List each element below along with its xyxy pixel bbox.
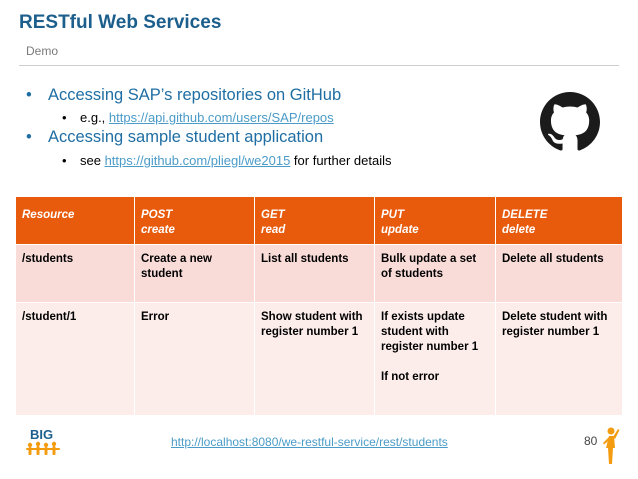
table-cell: Delete all students [496,245,623,303]
title-divider [19,65,619,66]
header-delete: DELETE delete [496,197,623,245]
rest-operations-table [15,196,623,416]
figure-logo-icon [600,426,620,466]
table-cell: Show student with register number 1 [255,303,375,416]
table-cell: Delete student with register number 1 [496,303,623,416]
table-cell: Bulk update a set of students [375,245,496,303]
sub-bullet-prefix: see [80,153,105,168]
header-get: GET read [255,197,375,245]
put-cell-main: If exists update student with register number 1 [381,311,479,353]
table-row [16,245,623,303]
header-put: PUT update [375,197,496,245]
table-cell: /students [16,245,135,303]
sub-bullet-repo-url [62,153,391,168]
slide-title: RESTful Web Services [19,12,222,33]
big-logo-icon [24,425,64,463]
table-cell: List all students [255,245,375,303]
page-number: 80 [584,434,598,448]
table-cell: Create a new student [135,245,255,303]
github-octocat-icon [540,92,600,152]
table-cell: Error [135,303,255,416]
slide-subtitle: Demo [26,44,59,58]
sub-bullet-suffix: for further details [290,153,392,168]
footer-localhost-link[interactable]: http://localhost:8080/we-restful-service/rest/students [171,435,448,449]
bullet-github [26,86,341,105]
header-resource: Resource [16,197,135,245]
bullet-student-app-text: Accessing sample student application [48,128,324,146]
bullet-marker: • [26,128,32,146]
table-cell [375,303,496,416]
sub-bullet-prefix: e.g., [80,110,109,125]
bullet-student-app [26,128,323,147]
header-post: POST create [135,197,255,245]
table-header-row [16,197,623,245]
sub-bullet-github-url [62,110,334,125]
bullet-marker: • [26,86,32,104]
github-api-link[interactable]: https://api.github.com/users/SAP/repos [108,110,334,125]
big-logo-text: BIG [30,427,54,442]
put-cell-extra: If not error [381,371,440,383]
we2015-repo-link[interactable]: https://github.com/pliegl/we2015 [104,153,291,168]
bullet-github-text: Accessing SAP’s repositories on GitHub [48,86,342,104]
table-cell: /student/1 [16,303,135,416]
bullet-marker: • [62,153,67,168]
bullet-marker: • [62,110,67,125]
table-row [16,303,623,416]
